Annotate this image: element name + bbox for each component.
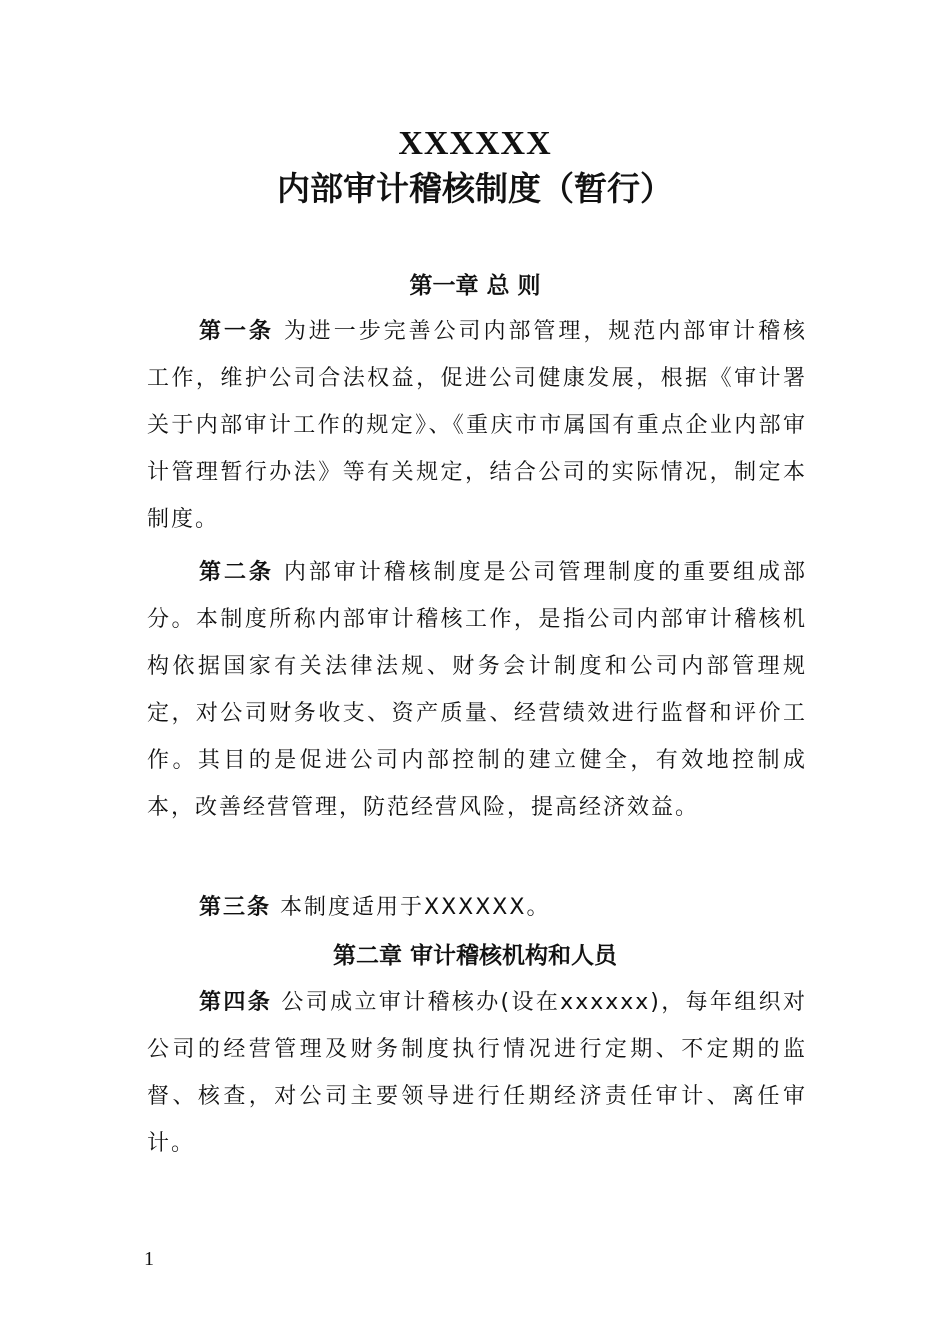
article-label: 第二条: [199, 560, 274, 585]
article-4: [147, 979, 807, 1167]
article-label: 第一条: [199, 319, 274, 344]
chapter-heading-2: 第二章 审计稽核机构和人员: [332, 943, 617, 969]
article-text: 内部审计稽核制度是公司管理制度的重要组成部分。本制度所称内部审计稽核工作，是指公司内部审计稽核机构依据国家有关法律法规、财务会计制度和公司内部管理规定，对公司财务收支、资产质量、经营绩效进行监督和评价工作。其目的是促进公司内部控制的建立健全，有效地控制成本，改善经营管理，防范经营风险，提高经济效益。: [147, 560, 807, 820]
title-regulation: 内部审计稽核制度（暂行）: [277, 169, 673, 208]
article-text: 为进一步完善公司内部管理，规范内部审计稽核工作，维护公司合法权益，促进公司健康发展，根据《审计署关于内部审计工作的规定》、《重庆市市属国有重点企业内部审计管理暂行办法》等有关规定，结合公司的实际情况，制定本制度。: [147, 319, 807, 532]
article-3: [147, 884, 807, 931]
page-number: 1: [144, 1248, 154, 1270]
article-text: 公司成立审计稽核办(设在xxxxxx)，每年组织对公司的经营管理及财务制度执行情况进行定期、不定期的监督、核查，对公司主要领导进行任期经济责任审计、离任审计。: [147, 990, 807, 1156]
chapter-heading-1: 第一章 总 则: [409, 273, 541, 299]
article-label: 第四条: [199, 990, 273, 1015]
article-text: 本制度适用于XXXXXX。: [280, 895, 551, 920]
article-1: [147, 308, 807, 543]
article-label: 第三条: [199, 895, 272, 920]
document-title: [0, 122, 950, 212]
title-company: XXXXXX: [398, 125, 552, 162]
article-2: [147, 549, 807, 831]
